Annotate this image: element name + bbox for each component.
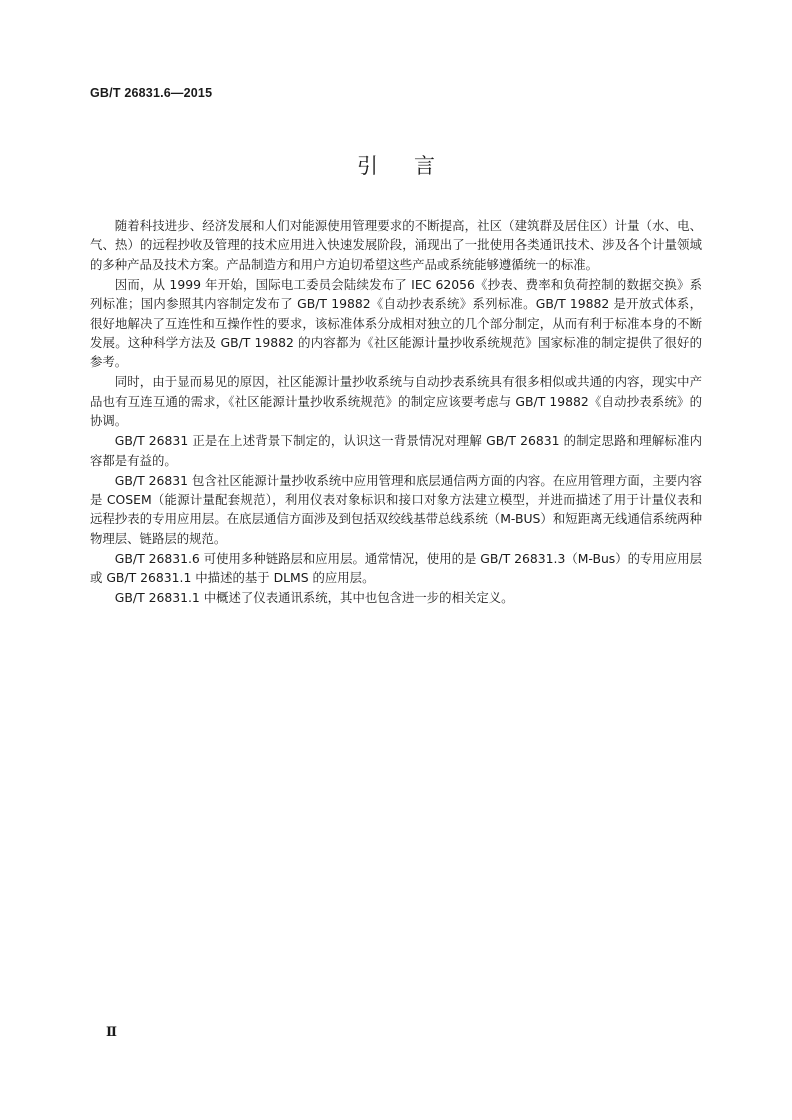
- paragraph-3: 同时，由于显而易见的原因，社区能源计量抄收系统与自动抄表系统具有很多相似或共通的内容，现实中产品也有互连互通的需求，《社区能源计量抄收系统规范》的制定应该要考虑与 GB/T 19882《自动抄表系统》的协调。: [90, 374, 702, 429]
- body-text: [90, 216, 702, 608]
- paragraph-1: 随着科技进步、经济发展和人们对能源使用管理要求的不断提高，社区（建筑群及居住区）计量（水、电、气、热）的远程抄收及管理的技术应用进入快速发展阶段，涌现出了一批使用各类通讯技术、涉及各个计量领域的多种产品及技术方案。产品制造方和用户方迫切希望这些产品或系统能够遵循统一的标准。: [90, 218, 702, 272]
- page-number: Ⅱ: [106, 1024, 117, 1039]
- paragraph-7: GB/T 26831.1 中概述了仪表通讯系统，其中也包含进一步的相关定义。: [114, 590, 514, 606]
- standard-code-header: GB/T 26831.6—2015: [90, 86, 213, 100]
- paragraph-4: GB/T 26831 正是在上述背景下制定的，认识这一背景情况对理解 GB/T 26831 的制定思路和理解标准内容都是有益的。: [90, 433, 702, 468]
- paragraph-2: 因而，从 1999 年开始，国际电工委员会陆续发布了 IEC 62056《抄表、费率和负荷控制的数据交换》系列标准；国内参照其内容制定发布了 GB/T 19882《自动抄表系统》系列标准。GB/T 19882 是开放式体系，很好地解决了互连性和互操作性的要求，该标准体系分成相对独立的几个部分制定，从而有利于标准本身的不断发展。这种科学方法及 GB/T 19882 的内容都为《社区能源计量抄收系统规范》国家标准的制定提供了很好的参考。: [90, 276, 702, 370]
- section-title: 引言: [357, 154, 471, 178]
- paragraph-6: GB/T 26831.6 可使用多种链路层和应用层。通常情况，使用的是 GB/T 26831.3（M-Bus）的专用应用层或 GB/T 26831.1 中描述的基于 DLMS 的应用层。: [90, 550, 702, 586]
- paragraph-5: GB/T 26831 包含社区能源计量抄收系统中应用管理和底层通信两方面的内容。在应用管理方面，主要内容是 COSEM（能源计量配套规范），利用仪表对象标识和接口对象方法建立模型，并进而描述了用于计量仪表和远程抄表的专用应用层。在底层通信方面涉及到包括双绞线基带总线系统（M-BUS）和短距离无线通信系统两种物理层、链路层的规范。: [90, 472, 702, 546]
